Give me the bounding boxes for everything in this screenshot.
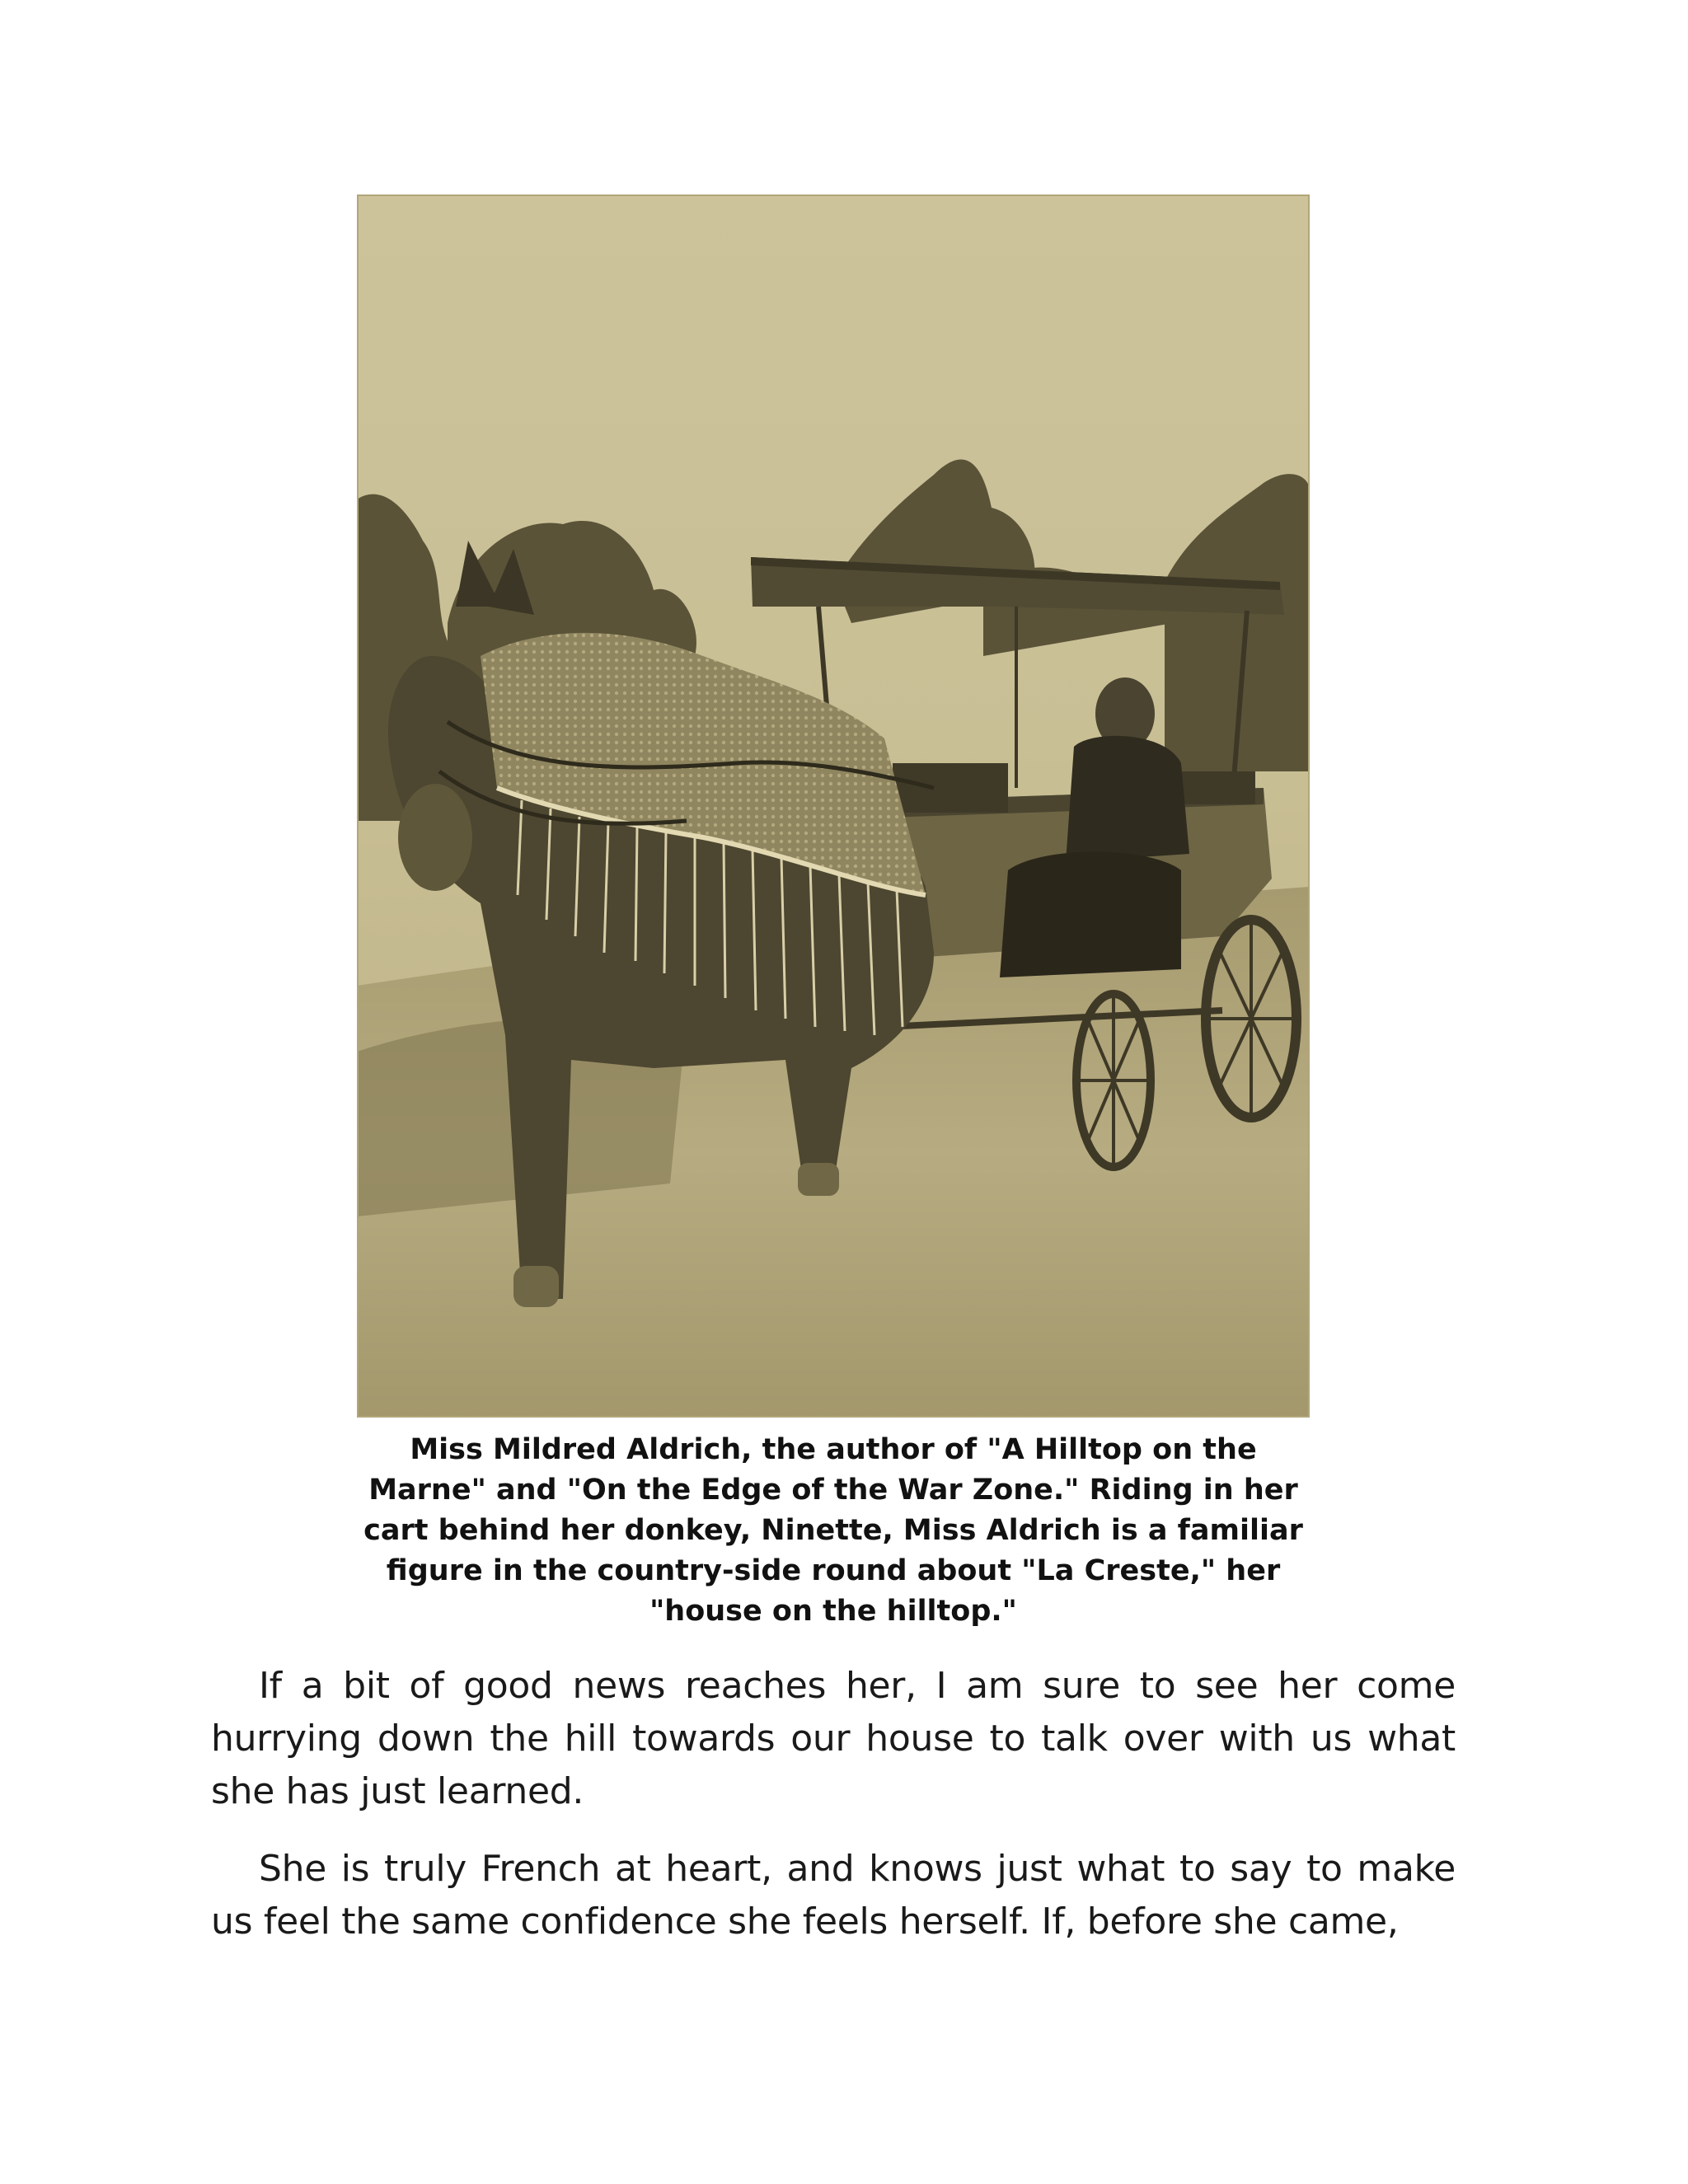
figure-caption: Miss Mildred Aldrich, the author of "A Hilltop on the Marne" and "On the Edge of the War Zone." Riding in her cart behind her donkey, Ninette, Miss Aldrich is a familiar figure in the country-side round about "La Creste," her "house on the hilltop." bbox=[363, 1433, 1303, 1628]
body-paragraph-1: If a bit of good news reaches her, I am sure to see her come hurrying down the hill towards our house to talk over with us what she has just learned. bbox=[211, 1665, 1456, 1812]
body-paragraph-2: She is truly French at heart, and knows just what to say to make us feel the same confidence she feels herself. If, before she came, bbox=[211, 1848, 1456, 1943]
photograph bbox=[357, 194, 1310, 1418]
